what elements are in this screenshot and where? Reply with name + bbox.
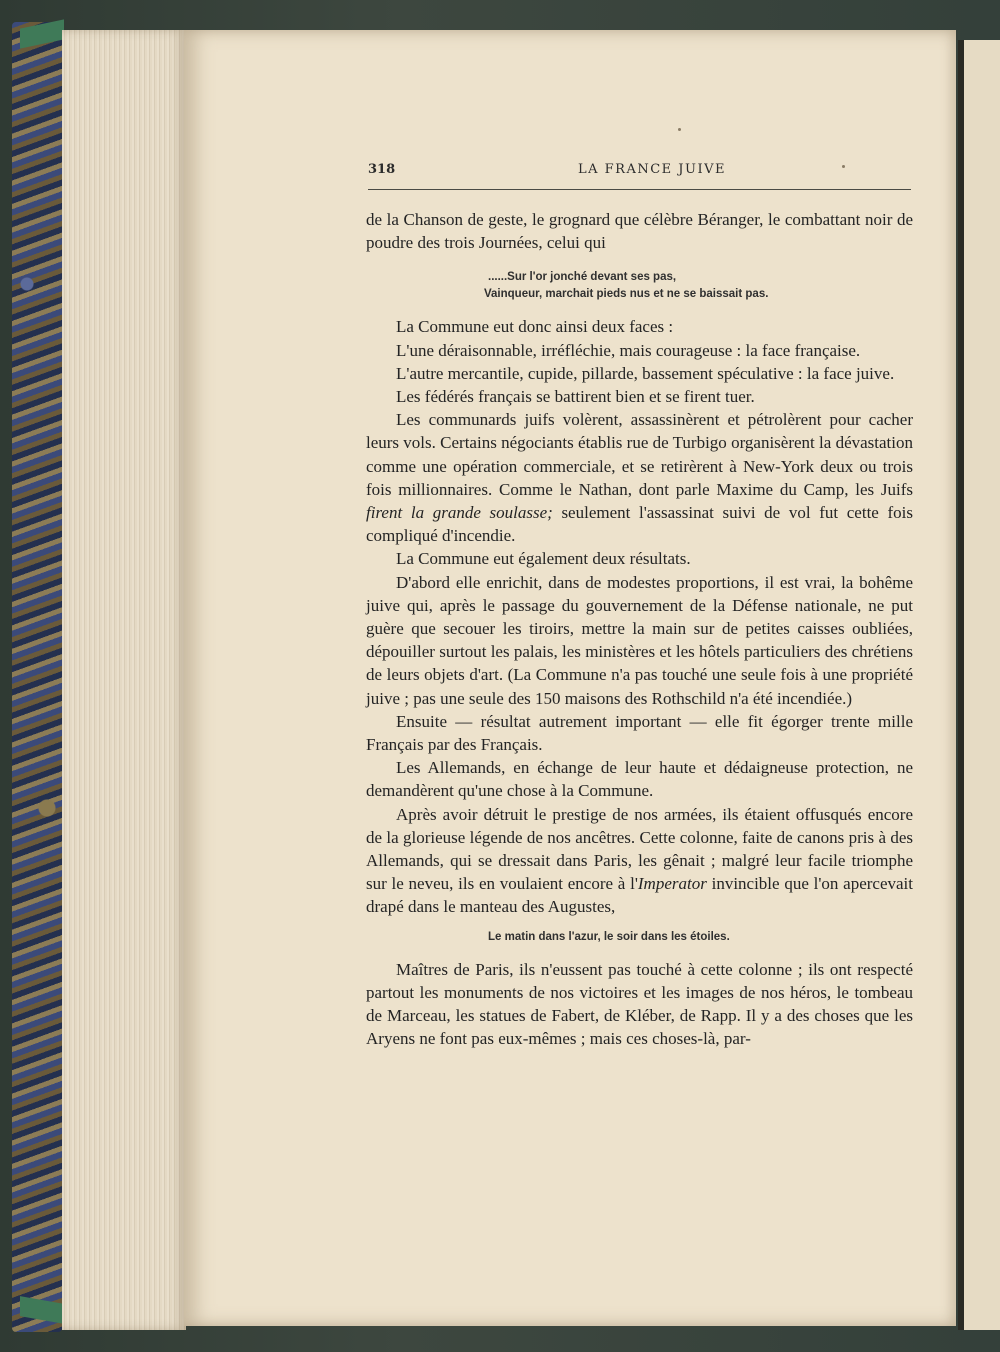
paragraph: L'autre mercantile, cupide, pillarde, bassement spéculative : la face juive. [396, 363, 895, 383]
paragraph: Maîtres de Paris, ils n'eussent pas touché à cette colonne ; ils ont respecté partout les monuments de nos victoires et les images de nos héros, le tombeau de Marceau, les statues de Fabert, de Kléber, de Rapp. Il y a des choses que les Aryens ne font pas eux-mêmes ; mais ces choses-là, par- [366, 959, 913, 1049]
paragraph [366, 803, 913, 919]
text-run: Les communards juifs volèrent, assassinèrent et pétrolèrent pour cacher leurs vols. Certains négociants établis rue de Turbigo organisèrent la dévastation comme une opération commerciale, et se retirèrent à New-York deux ou trois fois millionnaires. Comme le Nathan, dont parle Maxime du Camp, les Juifs [366, 410, 913, 499]
paragraph [366, 408, 913, 547]
next-page-edge [958, 40, 1000, 1330]
paragraph: de la Chanson de geste, le grognard que célèbre Béranger, le combattant noir de poudre des trois Journées, celui qui [366, 210, 913, 253]
paper-speck [678, 128, 681, 131]
verse-line: Le matin dans l'azur, le soir dans les étoiles. [488, 930, 730, 943]
page-number: 318 [368, 162, 396, 177]
paragraph: D'abord elle enrichit, dans de modestes proportions, il est vrai, la bohême juive qui, après le passage du gouvernement de la Défense nationale, ne put guère que secouer les tiroirs, mettre la main sur de petites caisses oubliées, dépouiller surtout les palais, les ministères et les hôtels particuliers des chrétiens de leurs objets d'art. (La Commune n'a pas touché une seule fois à une propriété juive ; pas une seule des 150 maisons des Rothschild n'a été incendiée.) [366, 572, 913, 708]
italic-word: Imperator [637, 874, 707, 894]
paragraph: La Commune eut également deux résultats. [396, 549, 691, 569]
paragraph: Les Allemands, en échange de leur haute et dédaigneuse protection, ne demandèrent qu'une chose à la Commune. [366, 758, 913, 801]
page-header [368, 160, 911, 184]
body-text [366, 208, 913, 1051]
verse-line: Vainqueur, marchait pieds nus et ne se baissait pas. [484, 288, 769, 301]
running-title: LA FRANCE JUIVE [578, 162, 726, 177]
paragraph: L'une déraisonnable, irréfléchie, mais courageuse : la face française. [396, 340, 861, 360]
text-run: Après avoir détruit le prestige de nos armées, ils étaient offusqués encore de la glorieuse légende de nos ancêtres. Cette colonne, faite de canons pris à des Allemands, qui se dressait dans Paris, les gênait ; malgré leur facile triomphe sur le neveu, ils en voulaient encore à l' [366, 804, 913, 894]
paragraph: Les fédérés français se battirent bien et se firent tuer. [396, 387, 755, 407]
marbled-cover [12, 22, 62, 1332]
text-run: seulement l'assassinat suivi de vol fut cette fois compliqué d'incendie. [366, 503, 913, 546]
paragraph: La Commune eut donc ainsi deux faces : [396, 317, 674, 337]
page-edges [62, 30, 186, 1330]
header-rule [368, 189, 911, 190]
paragraph: Ensuite — résultat autrement important — elle fit égorger trente mille Français par des Français. [366, 711, 913, 755]
italic-phrase: firent la grande soulasse; [366, 503, 553, 523]
verse-line: ......Sur l'or jonché devant ses pas, [488, 271, 677, 284]
text-run: invincible que l'on apercevait drapé dans le manteau des Augustes, [366, 874, 913, 917]
